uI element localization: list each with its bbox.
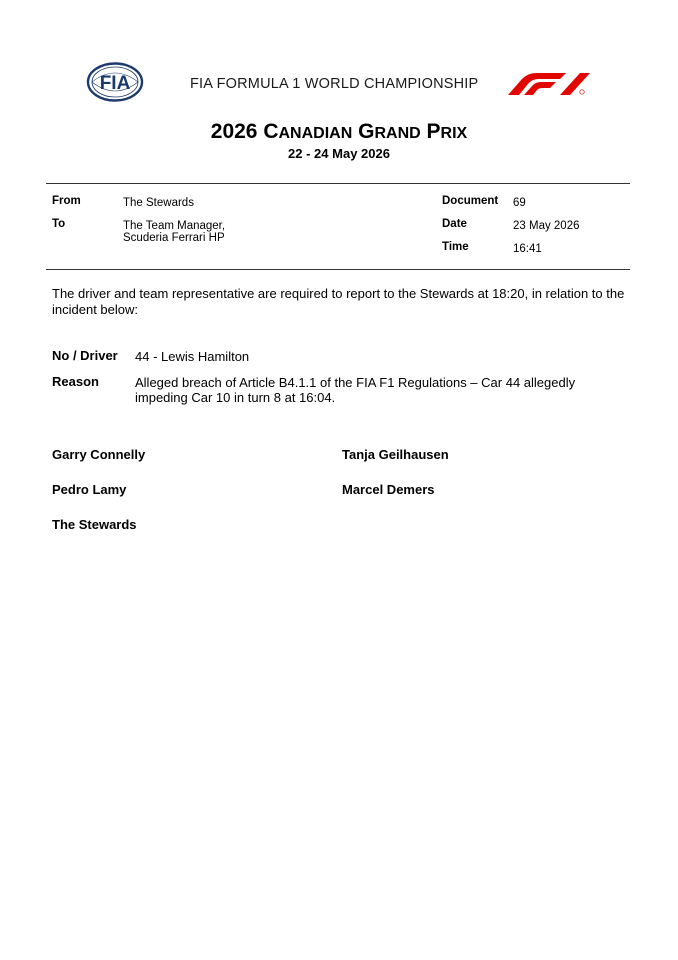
driver-label: No / Driver [52, 348, 118, 363]
driver-value: 44 - Lewis Hamilton [135, 349, 250, 364]
stewards-signoff: The Stewards [52, 517, 137, 532]
event-word-canadian [263, 120, 352, 143]
fia-logo-icon [86, 62, 144, 102]
title-smallcaps: RIX [440, 125, 468, 142]
title-initial: C [263, 120, 279, 143]
title-initial: P [426, 120, 441, 143]
fia-logo-text: FIA [99, 73, 131, 94]
event-word-grand [358, 120, 421, 143]
reason-value: Alleged breach of Article B4.1.1 of the FIA F1 Regulations – Car 44 allegedly impeding Car 10 in turn 8 at 16:04. [135, 375, 576, 405]
event-dates: 22 - 24 May 2026 [288, 146, 390, 161]
date-value: 23 May 2026 [513, 220, 580, 232]
title-smallcaps: ANADIAN [278, 125, 353, 142]
divider-bottom [46, 269, 630, 270]
event-year: 2026 [210, 120, 258, 143]
divider-top [46, 183, 630, 184]
championship-name: FIA FORMULA 1 WORLD CHAMPIONSHIP [190, 76, 479, 92]
document-header [0, 0, 678, 110]
steward-name: Pedro Lamy [52, 482, 127, 497]
from-label: From [52, 195, 81, 207]
event-title [0, 120, 678, 146]
to-value-line1: The Team Manager, [123, 220, 226, 232]
steward-name: Tanja Geilhausen [342, 447, 449, 462]
to-value-line2: Scuderia Ferrari HP [123, 232, 225, 244]
from-value: The Stewards [123, 197, 194, 209]
title-smallcaps: RAND [374, 125, 421, 142]
time-label: Time [442, 241, 469, 253]
event-word-prix [427, 120, 468, 143]
summons-text: The driver and team representative are required to report to the Stewards at 18:20, in relation to the incident below: [52, 286, 625, 317]
date-label: Date [442, 218, 467, 230]
f1-logo-icon [508, 71, 590, 95]
title-initial: G [358, 120, 375, 143]
document-number: 69 [513, 197, 526, 209]
steward-name: Marcel Demers [342, 482, 435, 497]
time-value: 16:41 [513, 243, 542, 255]
reason-label: Reason [52, 374, 99, 389]
to-label: To [52, 218, 66, 230]
steward-name: Garry Connelly [52, 447, 146, 462]
document-label: Document [442, 195, 499, 207]
